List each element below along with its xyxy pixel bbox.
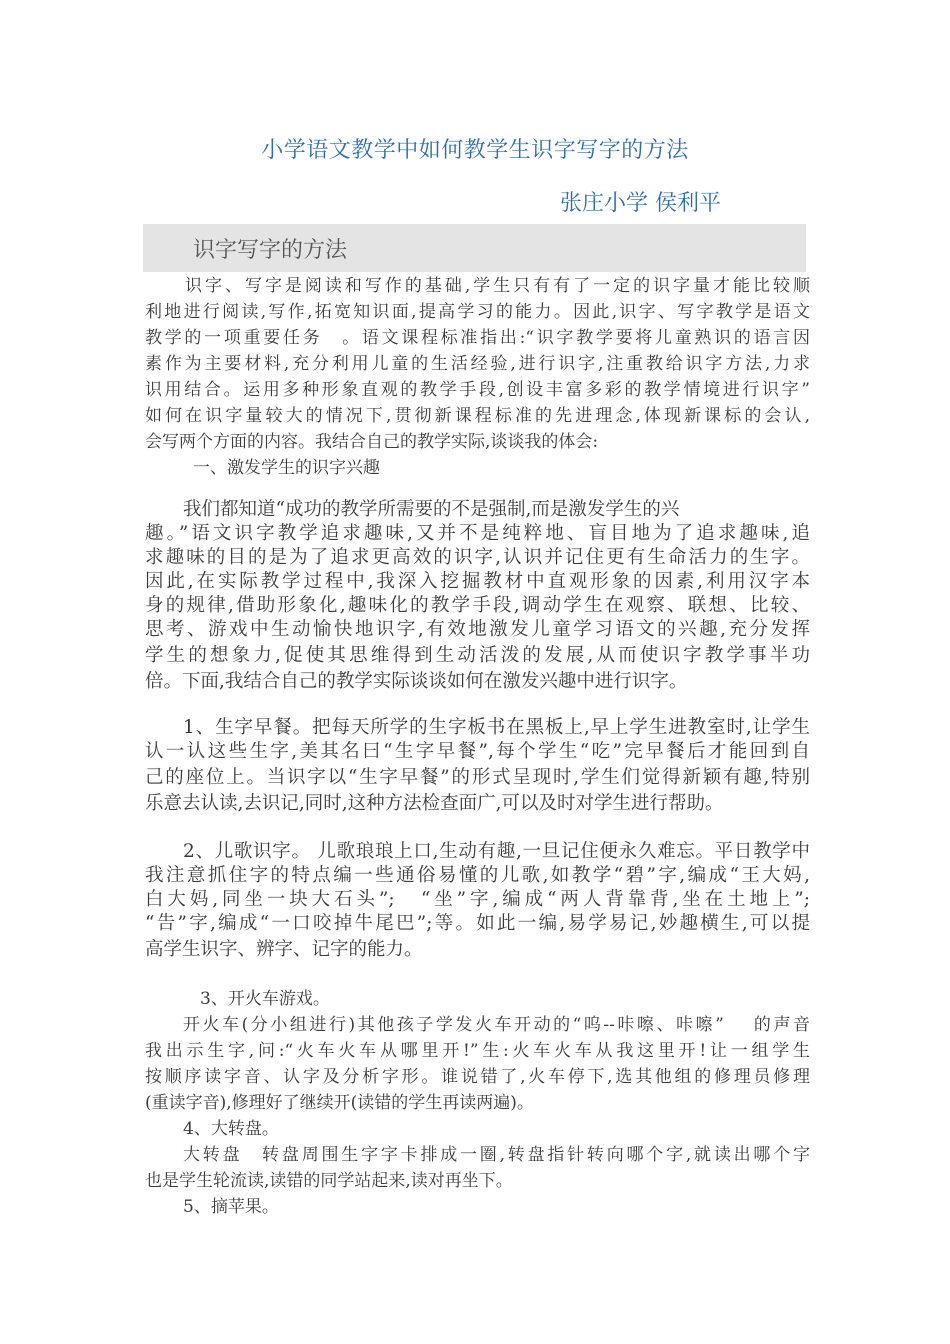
text-line: (重读字音),修理好了继续开(读错的学生再读两遍)。: [145, 1093, 534, 1113]
text-line: 思考、游戏中生动愉快地识字,有效地激发儿童学习语文的兴趣,充分发挥: [145, 619, 810, 640]
text-line: 按顺序读字音、认字及分析字形。谁说错了,火车停下,选其他组的修理员修理: [145, 1067, 810, 1087]
section-heading: 识字写字的方法: [193, 238, 348, 263]
text-line: 高学生识字、辨字、记字的能力。: [145, 939, 423, 960]
text-line: 己的座位上。当识字以“生字早餐”的形式呈现时,学生们觉得新颖有趣,特别: [145, 767, 810, 788]
text-line: 趣。”语文识字教学追求趣味,又并不是纯粹地、盲目地为了追求趣味,追: [145, 523, 810, 544]
text-line: 学生的想象力,促使其思维得到生动活泼的发展,从而使识字教学事半功: [145, 645, 810, 666]
text-line: 求趣味的目的是为了追求更高效的识字,认识并记住更有生命活力的生字。: [145, 547, 810, 568]
author-line: 张庄小学 侯利平: [560, 191, 721, 216]
text-line: 倍。下面,我结合自己的教学实际谈谈如何在激发兴趣中进行识字。: [145, 671, 688, 692]
text-line: 识字、写字是阅读和写作的基础,学生只有有了一定的识字量才能比较顺: [185, 276, 810, 296]
text-line: 利地进行阅读,写作,拓宽知识面,提高学习的能力。因此,识字、写字教学是语文: [145, 302, 810, 322]
text-line: 识用结合。运用多种形象直观的教学手段,创设丰富多彩的教学情境进行识字”: [145, 380, 810, 400]
text-line: 也是学生轮流读,读错的同学站起来,读对再坐下。: [145, 1171, 513, 1191]
text-line: 2、儿歌识字。 儿歌琅琅上口,生动有趣,一旦记住便永久难忘。平日教学中: [183, 841, 810, 862]
text-line: 4、大转盘。: [183, 1119, 279, 1139]
text-line: 认一认这些生字,美其名曰“生字早餐”,每个学生“吃”完早餐后才能回到自: [145, 741, 810, 762]
text-line: 开火车(分小组进行)其他孩子学发火车开动的“呜--咔嚓、咔嚓” 的声音: [183, 1015, 810, 1035]
text-line: “告”字,编成“一口咬掉牛尾巴”;等。如此一编,易学易记,妙趣横生,可以提: [145, 913, 810, 934]
text-line: 5、摘苹果。: [183, 1197, 279, 1217]
text-line: 一、激发学生的识字兴趣: [193, 458, 380, 478]
text-line: 乐意去认读,去识记,同时,这种方法检查面广,可以及时对学生进行帮助。: [145, 793, 724, 814]
text-line: 我们都知道“成功的教学所需要的不是强制,而是激发学生的兴: [183, 499, 680, 520]
text-line: 会写两个方面的内容。我结合自己的教学实际,谈谈我的体会:: [145, 432, 599, 452]
text-line: 素作为主要材料,充分利用儿童的生活经验,进行识字,注重教给识字方法,力求: [145, 354, 810, 374]
text-line: 大转盘 转盘周围生字字卡排成一圈,转盘指针转向哪个字,就读出哪个字: [183, 1145, 810, 1165]
text-line: 如何在识字量较大的情况下,贯彻新课程标准的先进理念,体现新课标的会认,: [145, 406, 810, 426]
text-line: 3、开火车游戏。: [200, 989, 330, 1009]
text-line: 1、生字早餐。把每天所学的生字板书在黑板上,早上学生进教室时,让学生: [183, 717, 810, 738]
section-heading-band: [143, 224, 806, 272]
text-line: 身的规律,借助形象化,趣味化的教学手段,调动学生在观察、联想、比较、: [145, 595, 810, 616]
text-line: 白大妈,同坐一块大石头”; “坐”字,编成“两人背靠背,坐在土地上”;: [145, 889, 810, 910]
text-line: 我注意抓住字的特点编一些通俗易懂的儿歌,如教学“碧”字,编成“王大妈,: [145, 865, 810, 886]
document-title: 小学语文教学中如何教学生识字写字的方法: [261, 138, 689, 163]
text-line: 因此,在实际教学过程中,我深入挖掘教材中直观形象的因素,利用汉字本: [145, 571, 810, 592]
text-line: 教学的一项重要任务 。语文课程标准指出:“识字教学要将儿童熟识的语言因: [145, 328, 810, 348]
text-line: 我出示生字,问:“火车火车从哪里开!”生:火车火车从我这里开!让一组学生: [145, 1041, 810, 1061]
